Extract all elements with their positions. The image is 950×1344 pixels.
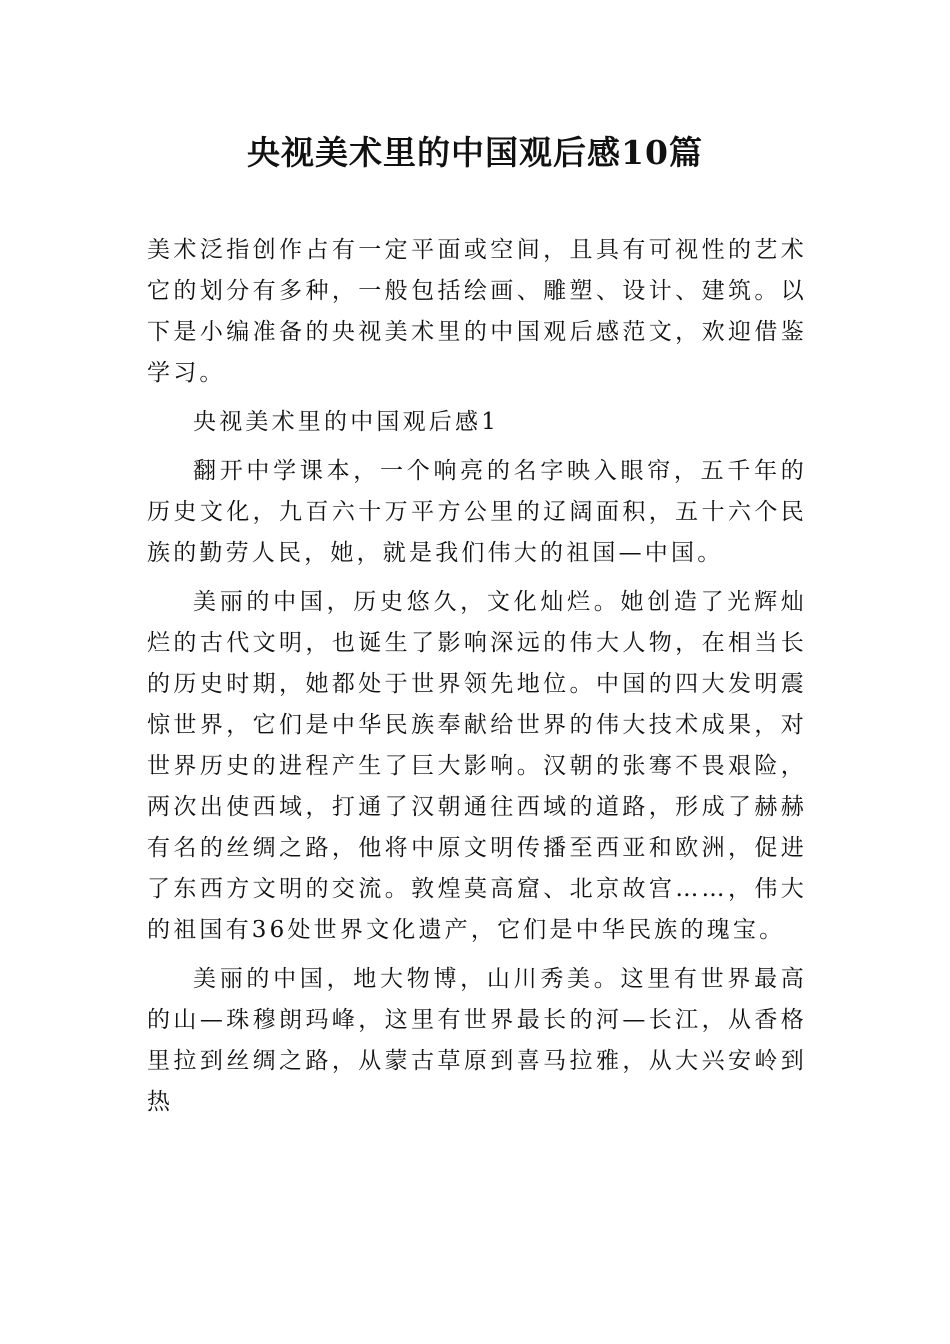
section-heading: 央视美术里的中国观后感1 (193, 409, 500, 435)
document-body (147, 230, 807, 1123)
document-title: 央视美术里的中国观后感10篇 (247, 133, 703, 172)
paragraph: 翻开中学课本，一个响亮的名字映入眼帘，五千年的历史文化，九百六十万平方公里的辽阔面积，五十六个民族的勤劳人民，她，就是我们伟大的祖国—中国。 (147, 458, 807, 566)
paragraph: 美丽的中国，历史悠久，文化灿烂。她创造了光辉灿烂的古代文明，也诞生了影响深远的伟大人物，在相当长的历史时期，她都处于世界领先地位。中国的四大发明震惊世界，它们是中华民族奉献给世界的伟大技术成果，对世界历史的进程产生了巨大影响。汉朝的张骞不畏艰险，两次出使西域，打通了汉朝通往西域的道路，形成了赫赫有名的丝绸之路，他将中原文明传播至西亚和欧洲，促进了东西方文明的交流。敦煌莫高窟、北京故宫……，伟大的祖国有36处世界文化遗产，它们是中华民族的瑰宝。 (147, 589, 807, 943)
paragraph: 美丽的中国，地大物博，山川秀美。这里有世界最高的山—珠穆朗玛峰，这里有世界最长的河—长江，从香格里拉到丝绸之路，从蒙古草原到喜马拉雅，从大兴安岭到热 (147, 966, 807, 1115)
paragraph-intro: 美术泛指创作占有一定平面或空间，且具有可视性的艺术它的划分有多种，一般包括绘画、雕塑、设计、建筑。以下是小编准备的央视美术里的中国观后感范文，欢迎借鉴学习。 (147, 237, 807, 386)
